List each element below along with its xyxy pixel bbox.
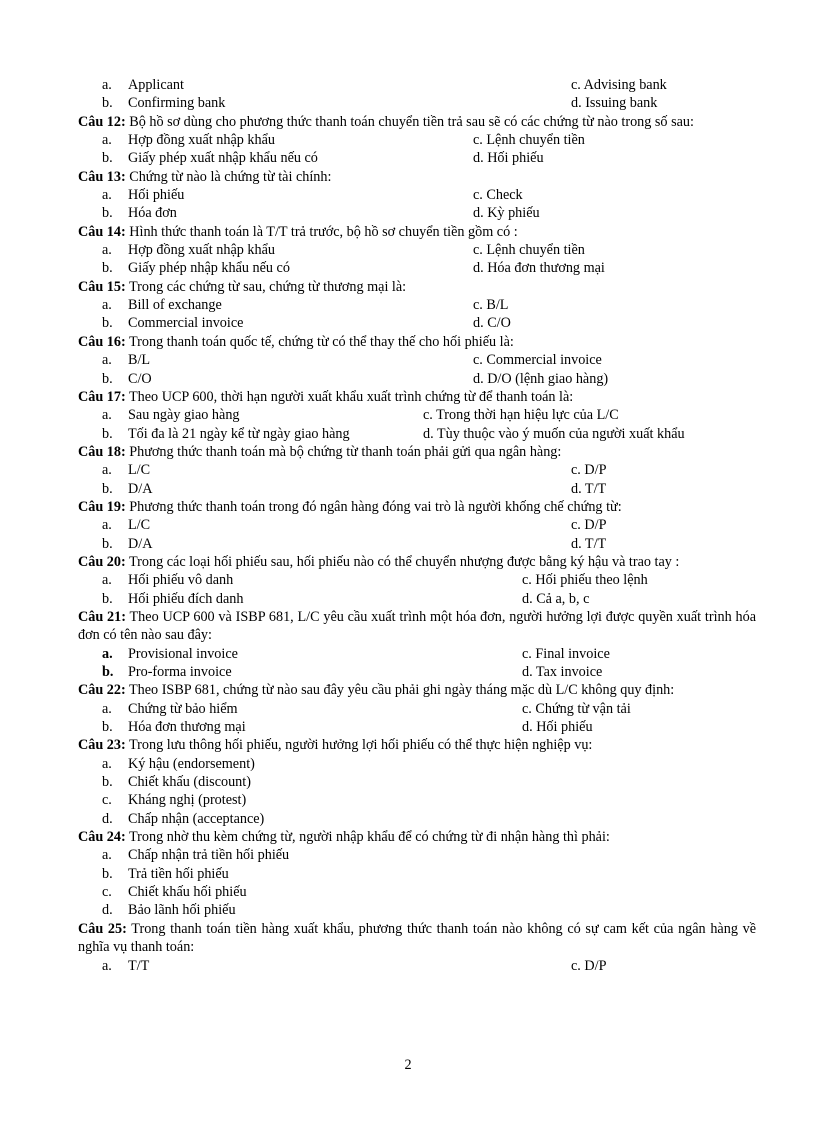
- option-row: [78, 700, 756, 718]
- option-c: c. D/P: [571, 957, 607, 974]
- option-d: d. Issuing bank: [571, 95, 658, 112]
- list-item: d. Bảo lãnh hối phiếu: [102, 902, 236, 919]
- option-b: b. D/A: [102, 535, 153, 552]
- question-23: Câu 23: Trong lưu thông hối phiếu, người hưởng lợi hối phiếu có thể thực hiện nghiệp vụ:: [78, 737, 593, 754]
- option-b: b. Pro-forma invoice: [102, 664, 232, 680]
- option-b: b. Tối đa là 21 ngày kể từ ngày giao hàng: [102, 425, 350, 442]
- option-row: [78, 131, 756, 149]
- question-13: Câu 13: Chứng từ nào là chứng từ tài chính:: [78, 168, 332, 185]
- option-row: [78, 314, 756, 332]
- option-a: a. Hợp đồng xuất nhập khẩu: [102, 242, 275, 259]
- option-d: d. Tax invoice: [522, 664, 603, 680]
- question-21: Câu 21: Theo UCP 600 và ISBP 681, L/C yêu cầu xuất trình một hóa đơn, người hưởng lợi được quyền xuất trình hóa đơn có tên nào sau đây:: [78, 608, 756, 644]
- option-row: [78, 535, 756, 553]
- option-c: c. Final invoice: [522, 645, 610, 662]
- page-number: 2: [404, 1057, 412, 1073]
- question-22: Câu 22: Theo ISBP 681, chứng từ nào sau đây yêu cầu phải ghi ngày tháng mặc dù L/C không quy định:: [78, 682, 675, 699]
- option-a: a. Sau ngày giao hàng: [102, 407, 240, 424]
- option-b: b. Hối phiếu đích danh: [102, 590, 244, 607]
- option-a: a. Hối phiếu: [102, 187, 185, 204]
- option-row: [78, 186, 756, 204]
- option-row: [78, 957, 756, 975]
- option-b: b. D/A: [102, 480, 153, 497]
- list-item: d. Chấp nhận (acceptance): [102, 810, 265, 827]
- option-row: [78, 425, 756, 443]
- option-d: d. C/O: [473, 315, 511, 332]
- question-12: Câu 12: Bộ hồ sơ dùng cho phương thức thanh toán chuyển tiền trả sau sẽ có các chứng từ nào trong số sau:: [78, 113, 694, 130]
- option-row: [78, 76, 756, 94]
- option-c: c. Lệnh chuyển tiền: [473, 242, 585, 259]
- option-c: c. Commercial invoice: [473, 352, 602, 369]
- option-a: a. Hợp đồng xuất nhập khẩu: [102, 132, 275, 149]
- option-row: [78, 663, 756, 681]
- list-item: b. Chiết khấu (discount): [102, 774, 251, 791]
- list-item: a. Chấp nhận trả tiền hối phiếu: [102, 847, 290, 864]
- option-c: c. Advising bank: [571, 77, 667, 93]
- option-c: c. Lệnh chuyển tiền: [473, 132, 585, 149]
- question-19: Câu 19: Phương thức thanh toán trong đó ngân hàng đóng vai trò là người khống chế chứng từ:: [78, 498, 622, 515]
- document-page: [78, 76, 756, 975]
- option-b: b. Giấy phép xuất nhập khẩu nếu có: [102, 150, 318, 167]
- option-d: d. T/T: [571, 480, 607, 497]
- list-item: c. Chiết khấu hối phiếu: [102, 884, 247, 901]
- option-row: [78, 480, 756, 498]
- option-c: c. D/P: [571, 517, 607, 534]
- option-d: d. D/O (lệnh giao hàng): [473, 370, 609, 387]
- option-row: [78, 296, 756, 314]
- option-row: [78, 204, 756, 222]
- question-15: Câu 15: Trong các chứng từ sau, chứng từ thương mại là:: [78, 278, 407, 295]
- option-a: a. L/C: [102, 517, 151, 534]
- option-row: [78, 590, 756, 608]
- option-c: c. D/P: [571, 462, 607, 479]
- option-row: [78, 461, 756, 479]
- option-b: b. Hóa đơn: [102, 205, 177, 222]
- option-a: a. Applicant: [102, 77, 184, 93]
- option-c: c. Trong thời hạn hiệu lực của L/C: [423, 407, 619, 424]
- option-a: a. Provisional invoice: [102, 645, 238, 662]
- option-d: d. Hối phiếu: [473, 150, 544, 167]
- option-c: c. B/L: [473, 297, 509, 314]
- question-25: Câu 25: Trong thanh toán tiền hàng xuất khẩu, phương thức thanh toán nào không có sự cam kết của ngân hàng về nghĩa vụ thanh toán:: [78, 920, 757, 956]
- option-row: [78, 241, 756, 259]
- question-20: Câu 20: Trong các loại hối phiếu sau, hối phiếu nào có thể chuyển nhượng được bằng ký hậu và trao tay :: [78, 553, 680, 570]
- option-row: [78, 718, 756, 736]
- option-a: a. Bill of exchange: [102, 297, 222, 314]
- question-16: Câu 16: Trong thanh toán quốc tế, chứng từ có thể thay thế cho hối phiếu là:: [78, 333, 514, 350]
- option-a: a. L/C: [102, 462, 151, 479]
- option-row: [78, 406, 756, 424]
- option-row: [78, 645, 756, 663]
- option-a: a. Chứng từ bảo hiểm: [102, 700, 238, 717]
- option-b: b. Giấy phép nhập khẩu nếu có: [102, 260, 290, 277]
- option-row: [78, 94, 756, 112]
- option-row: [78, 370, 756, 388]
- list-item: c. Kháng nghị (protest): [102, 792, 247, 809]
- option-row: [78, 571, 756, 589]
- option-row: [78, 149, 756, 167]
- option-b: b. C/O: [102, 370, 152, 387]
- option-a: a. B/L: [102, 352, 151, 369]
- option-row: [78, 259, 756, 277]
- list-item: a. Ký hậu (endorsement): [102, 755, 255, 772]
- option-d: d. Hóa đơn thương mại: [473, 260, 605, 277]
- option-c: c. Chứng từ vận tải: [522, 700, 631, 717]
- option-d: d. Hối phiếu: [522, 719, 593, 736]
- option-d: d. Cả a, b, c: [522, 590, 590, 607]
- option-d: d. Kỳ phiếu: [473, 205, 540, 222]
- option-d: d. Tùy thuộc vào ý muốn của người xuất khẩu: [423, 425, 685, 442]
- option-row: [78, 516, 756, 534]
- option-a: a. Hối phiếu vô danh: [102, 572, 234, 589]
- option-d: d. T/T: [571, 535, 607, 552]
- option-c: c. Hối phiếu theo lệnh: [522, 572, 648, 589]
- question-17: Câu 17: Theo UCP 600, thời hạn người xuất khẩu xuất trình chứng từ để thanh toán là:: [78, 388, 574, 405]
- list-item: b. Trả tiền hối phiếu: [102, 865, 229, 882]
- option-row: [78, 351, 756, 369]
- question-18: Câu 18: Phương thức thanh toán mà bộ chứng từ thanh toán phải gửi qua ngân hàng:: [78, 443, 562, 460]
- question-14: Câu 14: Hình thức thanh toán là T/T trả trước, bộ hồ sơ chuyển tiền gồm có :: [78, 223, 518, 240]
- question-24: Câu 24: Trong nhờ thu kèm chứng từ, người nhập khẩu để có chứng từ đi nhận hàng thì phải:: [78, 829, 610, 846]
- option-b: b. Confirming bank: [102, 95, 226, 112]
- option-b: b. Hóa đơn thương mại: [102, 719, 246, 736]
- option-a: a. T/T: [102, 957, 150, 974]
- option-c: c. Check: [473, 187, 523, 204]
- option-b: b. Commercial invoice: [102, 315, 244, 332]
